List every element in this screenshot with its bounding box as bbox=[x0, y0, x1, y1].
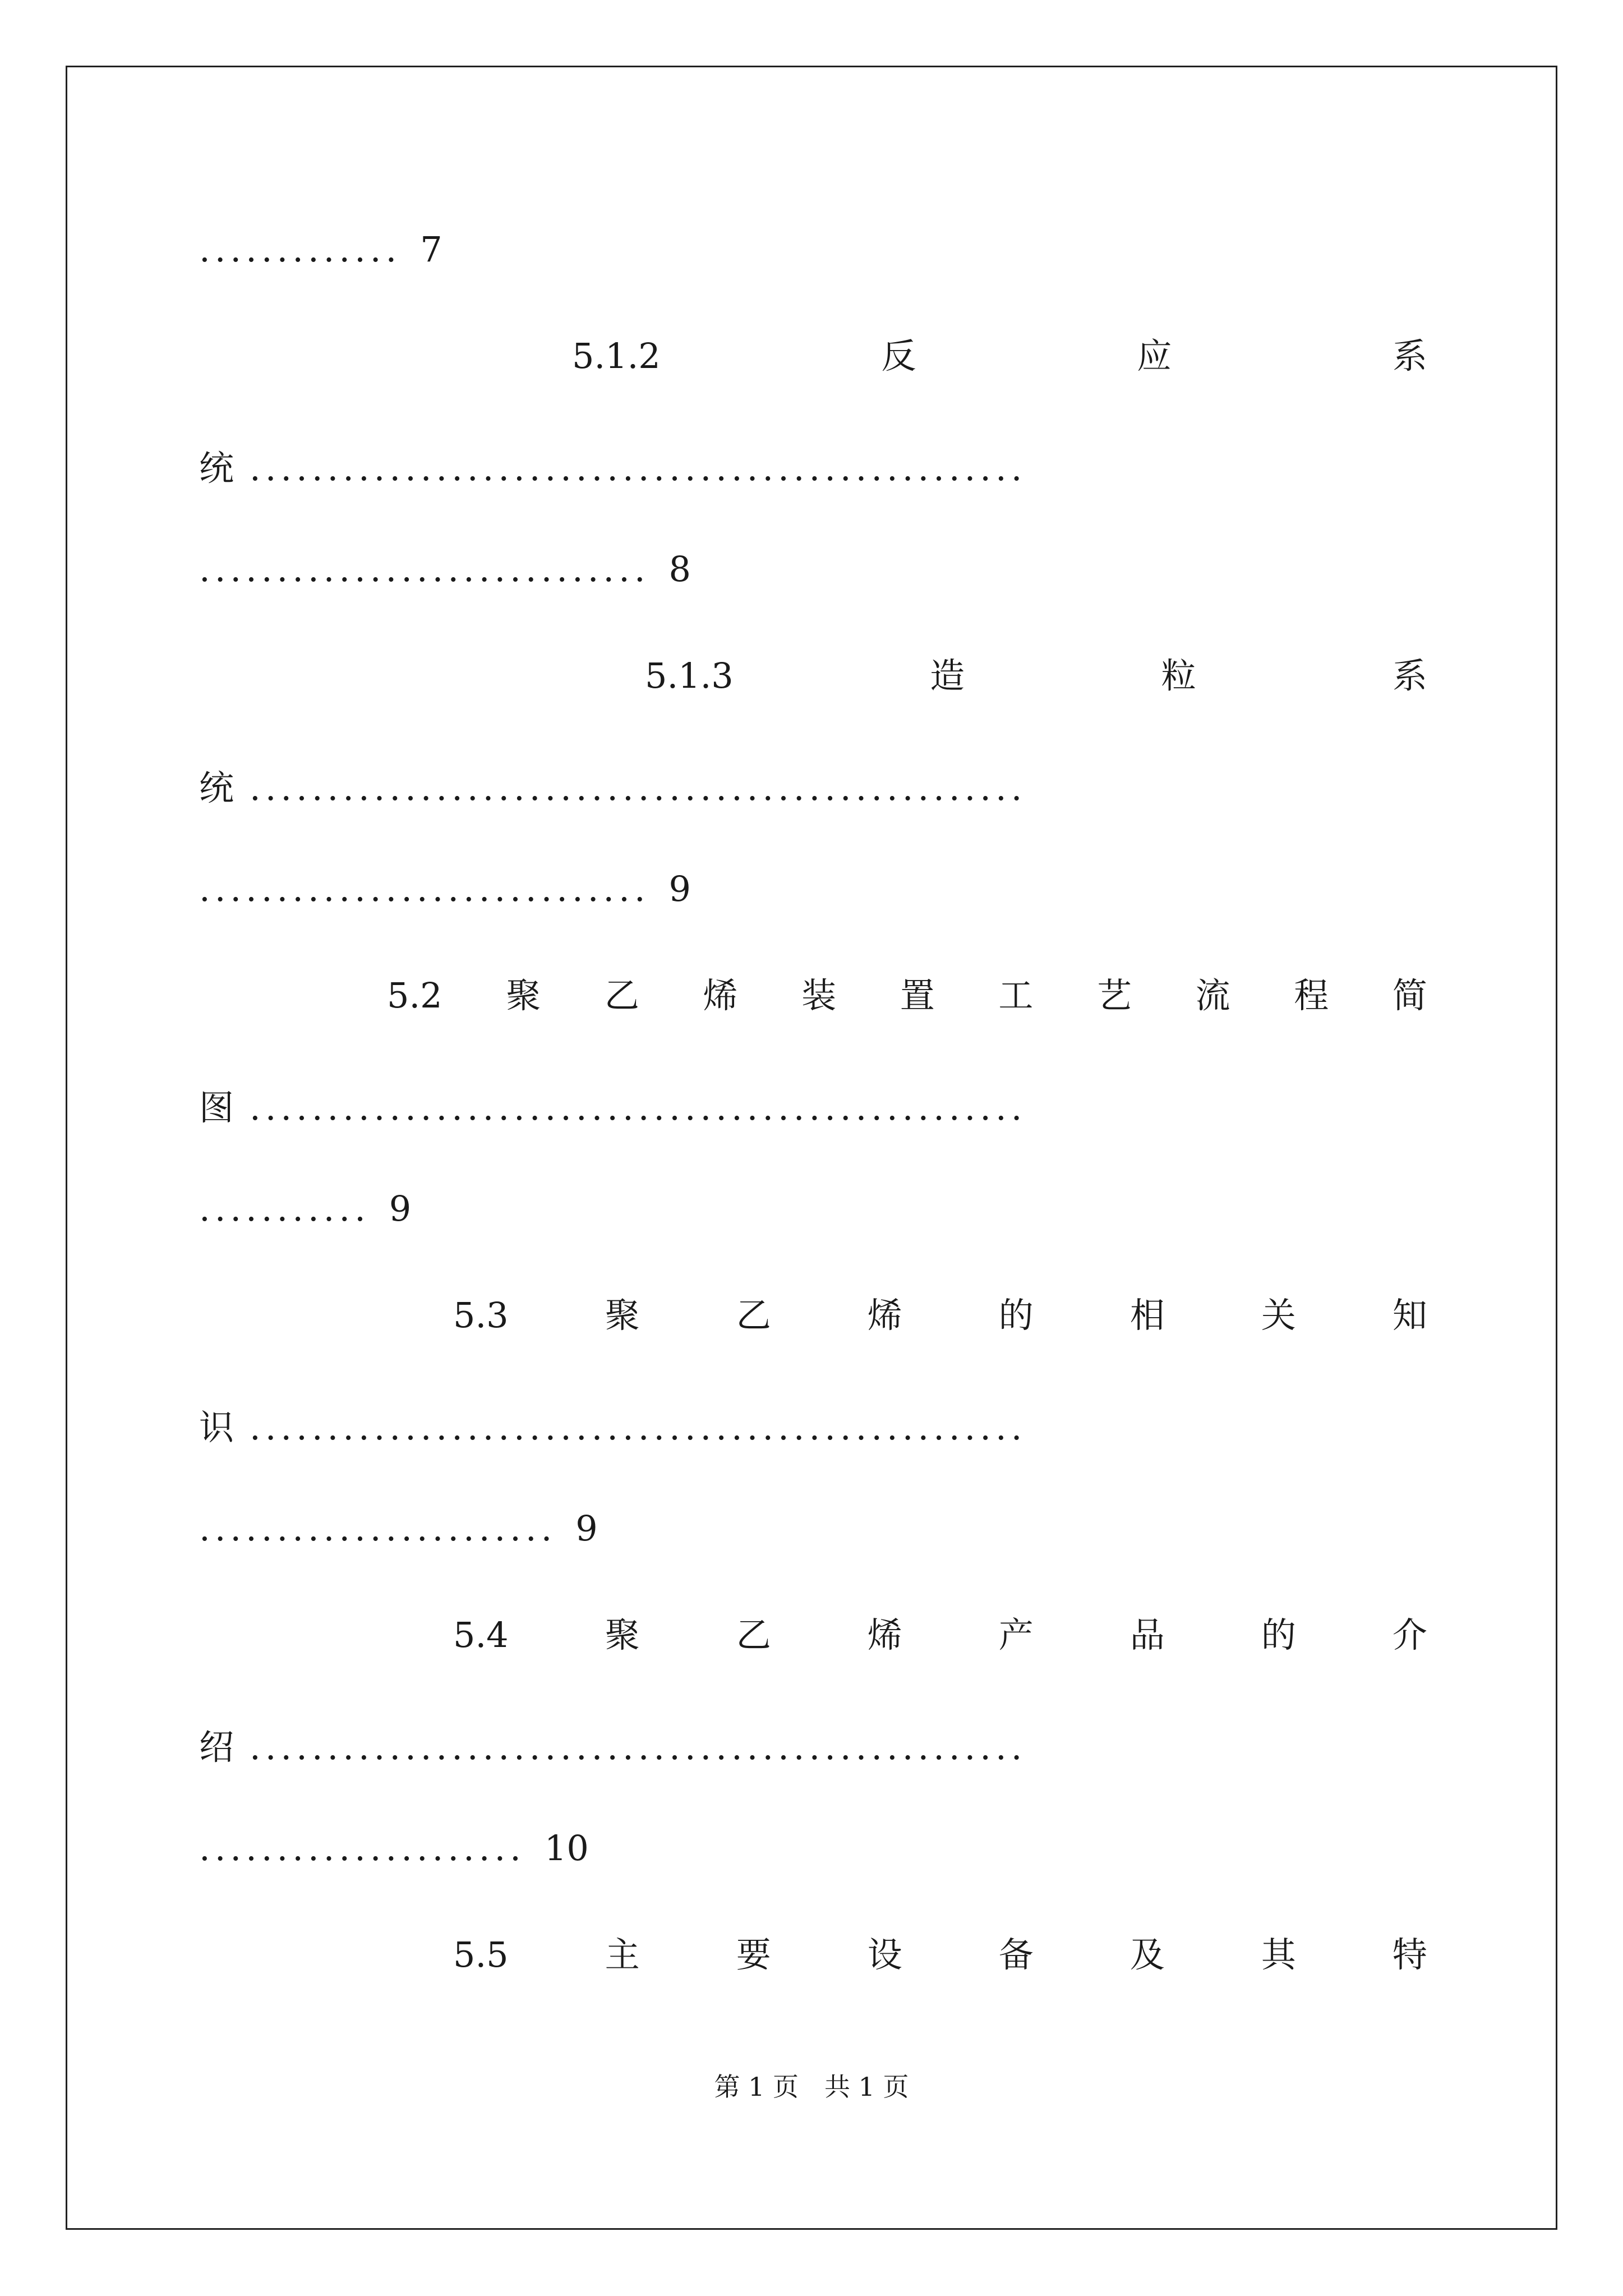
page-number: 10 bbox=[544, 1828, 589, 1869]
title-char: 乙 bbox=[736, 1614, 771, 1655]
title-char: 特 bbox=[1392, 1934, 1427, 1975]
title-char: 系 bbox=[1392, 655, 1427, 696]
title-char: 程 bbox=[1294, 975, 1329, 1016]
toc-line-7 bbox=[199, 864, 1455, 914]
title-char: 产 bbox=[998, 1614, 1034, 1655]
toc-entry-5-4 bbox=[453, 1610, 1427, 1660]
title-char: 统 bbox=[199, 448, 234, 489]
title-char: 设 bbox=[867, 1934, 902, 1975]
toc-line-9 bbox=[199, 1083, 1455, 1133]
page-number: 8 bbox=[668, 549, 691, 590]
title-char: 乙 bbox=[604, 975, 639, 1016]
leader-dots: .................................................. bbox=[250, 1727, 1027, 1768]
title-char: 烯 bbox=[867, 1614, 902, 1655]
section-number: 5.3 bbox=[453, 1295, 509, 1336]
section-number: 5.1.3 bbox=[645, 655, 734, 696]
section-number: 5.5 bbox=[453, 1934, 509, 1975]
section-number: 5.2 bbox=[387, 975, 442, 1016]
title-char: 要 bbox=[736, 1934, 771, 1975]
title-char: 简 bbox=[1392, 975, 1427, 1016]
toc-line-16 bbox=[199, 1823, 1455, 1874]
title-char: 造 bbox=[930, 655, 965, 696]
page-frame bbox=[66, 66, 1557, 2230]
title-char: 反 bbox=[881, 335, 916, 376]
toc-line-15 bbox=[199, 1722, 1455, 1773]
toc-line-3 bbox=[199, 443, 1455, 494]
toc-entry-5-1-3 bbox=[645, 651, 1427, 701]
title-char: 其 bbox=[1261, 1934, 1296, 1975]
page-number: 9 bbox=[668, 868, 691, 909]
toc-line-10 bbox=[199, 1184, 1455, 1234]
toc-entry-5-5 bbox=[453, 1930, 1427, 1980]
title-char: 聚 bbox=[605, 1614, 640, 1655]
toc-line-6 bbox=[199, 763, 1455, 813]
leader-dots: .................................................. bbox=[250, 448, 1027, 489]
title-char: 流 bbox=[1195, 975, 1230, 1016]
toc-line-1 bbox=[199, 224, 1455, 275]
title-char: 工 bbox=[998, 975, 1034, 1016]
leader-dots: ....................... bbox=[199, 1508, 557, 1549]
title-char: 绍 bbox=[199, 1727, 234, 1768]
title-char: 装 bbox=[801, 975, 837, 1016]
title-char: 关 bbox=[1261, 1295, 1296, 1336]
title-char: 介 bbox=[1392, 1614, 1427, 1655]
title-char: 图 bbox=[199, 1087, 234, 1128]
title-char: 置 bbox=[900, 975, 935, 1016]
toc-line-13 bbox=[199, 1503, 1455, 1554]
toc-entry-5-2 bbox=[387, 970, 1427, 1021]
page-number: 9 bbox=[389, 1188, 412, 1229]
leader-dots: ............................. bbox=[199, 868, 650, 909]
page-number: 9 bbox=[575, 1508, 598, 1549]
leader-dots: ............. bbox=[199, 229, 402, 270]
leader-dots: .................................................. bbox=[250, 767, 1027, 808]
title-char: 的 bbox=[998, 1295, 1034, 1336]
toc-entry-5-1-2 bbox=[572, 331, 1427, 381]
title-char: 的 bbox=[1261, 1614, 1296, 1655]
title-char: 聚 bbox=[506, 975, 541, 1016]
title-char: 烯 bbox=[867, 1295, 902, 1336]
title-char: 应 bbox=[1137, 335, 1172, 376]
section-number: 5.1.2 bbox=[572, 335, 661, 376]
leader-dots: ..................... bbox=[199, 1828, 525, 1869]
title-char: 统 bbox=[199, 767, 234, 808]
section-number: 5.4 bbox=[453, 1614, 509, 1655]
leader-dots: .................................................. bbox=[250, 1407, 1027, 1448]
title-char: 烯 bbox=[703, 975, 738, 1016]
title-char: 乙 bbox=[736, 1295, 771, 1336]
toc-entry-5-3 bbox=[453, 1290, 1427, 1341]
page-footer: 第 1 页 共 1 页 bbox=[714, 2072, 909, 2102]
leader-dots: .................................................. bbox=[250, 1087, 1027, 1128]
title-char: 艺 bbox=[1096, 975, 1132, 1016]
title-char: 主 bbox=[605, 1934, 640, 1975]
title-char: 粒 bbox=[1161, 655, 1196, 696]
title-char: 知 bbox=[1392, 1295, 1427, 1336]
title-char: 聚 bbox=[605, 1295, 640, 1336]
toc-line-12 bbox=[199, 1402, 1455, 1453]
title-char: 识 bbox=[199, 1407, 234, 1448]
title-char: 及 bbox=[1129, 1934, 1165, 1975]
leader-dots: ............................. bbox=[199, 549, 650, 590]
title-char: 备 bbox=[998, 1934, 1034, 1975]
leader-dots: ........... bbox=[199, 1188, 370, 1229]
title-char: 系 bbox=[1392, 335, 1427, 376]
toc-line-4 bbox=[199, 544, 1455, 595]
page-number: 7 bbox=[420, 229, 442, 270]
title-char: 品 bbox=[1129, 1614, 1165, 1655]
title-char: 相 bbox=[1129, 1295, 1165, 1336]
